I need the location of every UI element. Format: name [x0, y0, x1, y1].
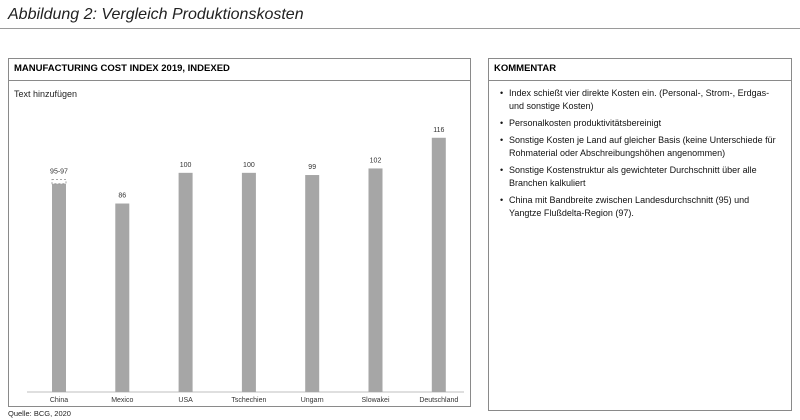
x-tick-label-tschechien: Tschechien	[231, 397, 267, 404]
bar-tschechien	[242, 173, 256, 392]
data-label-ungarn: 99	[308, 164, 317, 172]
data-label-deutschland: 116	[433, 126, 445, 134]
data-label-usa: 100	[179, 161, 192, 169]
data-label-china: 95-97	[50, 168, 68, 176]
x-tick-label-deutschland: Deutschland	[419, 397, 459, 404]
comment-item: • Sonstige Kostenstruktur als gewichteter Durchschnitt über alle Branchen kalkuliert	[509, 164, 781, 190]
x-tick-label-slowakei: Slowakei	[361, 397, 390, 404]
bar-china	[52, 184, 66, 392]
chart-panel	[8, 58, 471, 407]
x-tick-label-ungarn: Ungarn	[300, 397, 324, 404]
bar-usa	[179, 173, 193, 392]
page-title: Abbildung 2: Vergleich Produktionskosten	[8, 6, 304, 23]
bar-deutschland	[432, 138, 446, 392]
chart-panel-header: MANUFACTURING COST INDEX 2019, INDEXED	[9, 59, 470, 81]
range-box-china	[52, 179, 66, 183]
x-tick-label-usa: USA	[178, 397, 193, 404]
comment-item: • China mit Bandbreite zwischen Landesdurchschnitt (95) und Yangtze Flußdelta-Region (97).	[509, 194, 781, 220]
x-tick-label-china: China	[49, 397, 69, 404]
comment-item: • Personalkosten produktivitätsbereinigt	[509, 117, 781, 130]
source-note: Quelle: BCG, 2020	[8, 409, 71, 418]
comment-panel	[488, 58, 792, 411]
bar-ungarn	[305, 175, 319, 392]
x-tick-label-mexico: Mexico	[111, 397, 134, 404]
data-label-tschechien: 100	[243, 161, 255, 169]
comment-item: • Sonstige Kosten je Land auf gleicher Basis (keine Unterschiede für Rohmaterial oder Abschreibungshöhen angenommen)	[509, 134, 781, 160]
comment-panel-header: KOMMENTAR	[489, 59, 791, 81]
title-divider	[0, 28, 800, 29]
bar-chart	[9, 59, 472, 408]
comment-item: • Index schießt vier direkte Kosten ein. (Personal-, Strom-, Erdgas- und sonstige Kosten)	[509, 87, 781, 113]
bar-mexico	[115, 204, 129, 392]
bar-slowakei	[369, 168, 383, 392]
comment-list	[489, 87, 791, 224]
data-label-mexico: 86	[118, 192, 127, 200]
chart-subtitle-placeholder[interactable]: Text hinzufügen	[14, 89, 78, 99]
data-label-slowakei: 102	[369, 157, 382, 165]
